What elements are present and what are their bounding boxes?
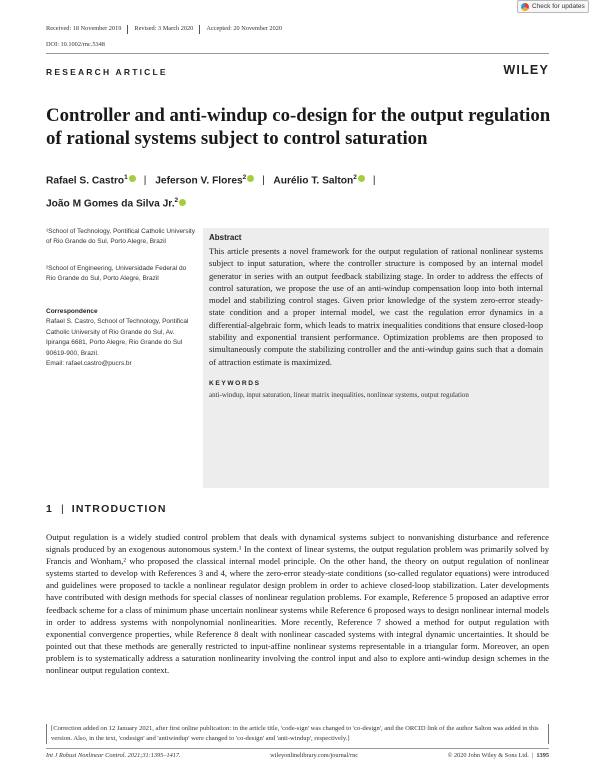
author-name[interactable]: João M Gomes da Silva Jr. [46,198,175,210]
divider [127,25,128,34]
keywords-heading: KEYWORDS [209,379,261,387]
divider: | [61,503,64,515]
article-dates [46,25,282,34]
author-sup: 2 [242,174,247,181]
divider: | [143,175,147,187]
author-name[interactable]: Jeferson V. Flores [155,175,243,187]
author-name[interactable]: Rafael S. Castro [46,175,125,187]
abstract-text: This article presents a novel framework for the output regulation of rational nonlinear systems subject to input saturation, where the controller structure is composed by an internal model generator in series with an output feedback stabilizing stage. In order to address the effects of control saturation, we propose the use of an anti-windup compensation loop into both internal model and stabilizing control stages. Given prior knowledge of the system zero-error steady-state condition and a proper internal model, we cast the regulation error dynamics in a differential-algebraic form, which leads to matrix inequalities conditions that ensure closed-loop stability and exponential transient performance. Optimization problems are then proposed to simultaneously compute the stabilizing controller and the anti-windup gains such that a domain of attraction estimate is maximized. [209,246,543,367]
publisher-logo: WILEY [503,63,549,77]
author-sup: 2 [353,174,357,181]
orcid-icon[interactable] [247,175,254,182]
header-rule [46,53,549,54]
journal-citation: Int J Robust Nonlinear Control. 2021;31:1395–1417. [46,752,181,759]
correspondence [46,307,196,369]
affiliation-1: ¹School of Technology, Pontifical Catholic University of Rio Grande do Sul, Porto Alegre, Brazil [46,228,195,246]
abstract-heading: Abstract [209,233,242,242]
received-date: Received: 18 November 2019 [46,25,122,32]
doi[interactable]: DOI: 10.1002/rnc.5348 [46,41,105,48]
divider [199,25,200,34]
intro-paragraph: Output regulation is a widely studied control problem that deals with dynamical systems subject to nonvanishing disturbance and reference signals produced by an exogenous autonomous system.¹ In the context of linear systems, the output regulation problem was primarily solved by Francis and Wonham,² who proposed the classical internal model principle. On the other hand, the theory on output regulation of nonlinear systems started to develop with References 3 and 4, where the zero-error steady-state conditions (so-called regulator equations) were introduced and guidelines were proposed to tackle a nonlinear regulator design problem in order to achieve closed-loop stabilization. Later developments have contributed with design methods for special classes of nonlinear regulation problems. For example, Reference 5 proposed an adaptive error feedback scheme for a class of minimum phase uncertain nonlinear systems while Reference 6 proposed ways to design nonlinear internal models in order to address systems with nonpolynomial nonlinearities. More recently, Reference 7 showed a method for output regulation with exponential convergence properties, while Reference 8 dealt with nonlinear cascaded systems with integral dynamic uncertainties. It should be pointed out that these methods are generally restricted to input-affine nonlinear systems representable in a triangular form. Moreover, an open problem is to systematically address a saturation nonlinearity involving the control input and also to explore anti-windup design schemes in the nonlinear output regulation context. [46,532,549,676]
check-for-updates-badge[interactable] [517,0,589,13]
journal-url[interactable]: wileyonlinelibrary.com/journal/rnc [270,752,359,759]
check-for-updates-label: Check for updates [532,3,585,10]
author-list [46,168,556,215]
correspondence-heading: Correspondence [46,308,98,315]
divider: | [262,175,265,187]
article-title: Controller and anti-windup co-design for the output regulation of rational systems subject to control saturation [46,105,551,149]
crossmark-icon [521,3,529,11]
section-title: INTRODUCTION [71,503,167,515]
orcid-icon[interactable] [129,175,136,182]
section-label: RESEARCH ARTICLE [46,67,168,77]
author-sup: 1 [124,174,128,181]
footer-rule [46,748,549,749]
revised-date: Revised: 3 March 2020 [134,25,194,32]
copyright: © 2020 John Wiley & Sons Ltd. [447,752,529,759]
orcid-icon[interactable] [358,175,365,182]
page-number: 1395 [536,752,549,759]
orcid-icon[interactable] [179,199,186,206]
footer: Int J Robust Nonlinear Control. 2021;31:1395–1417. wileyonlinelibrary.com/journal/rnc © 2020 John Wiley & Sons Ltd. | 1395 [46,752,549,759]
keywords: anti-windup, input saturation, linear matrix inequalities, nonlinear systems, output regulation [209,390,469,399]
correction-note: [Correction added on 12 January 2021, after first online publication: in the article title, 'code-sign' was changed to 'co-design', and the ORCID link of the author Salton was added in this version. Also, in the text, 'codesign' and 'antiwindup' were changed to 'co-design' and 'anti-windup', respectively.] [46,724,549,744]
section-heading [46,503,167,515]
abstract-box [203,228,549,488]
correspondence-email[interactable]: Email: rafael.castro@pucrs.br [46,360,132,368]
author-sup: 2 [174,197,179,205]
accepted-date: Accepted: 20 November 2020 [206,25,283,32]
affiliation-2: ²School of Engineering, Universidade Federal do Rio Grande do Sul, Porto Alegre, Brazil [46,265,187,283]
author-name[interactable]: Aurélio T. Salton [273,175,354,187]
section-number: 1 [46,503,54,515]
correspondence-text: Rafael S. Castro, School of Technology, Pontifical Catholic University of Rio Grande do Sul, Av. Ipiranga 6681, Porto Alegre, Rio Grande do Sul 90619-900, Brazil. [46,318,189,357]
divider: | [372,175,376,187]
